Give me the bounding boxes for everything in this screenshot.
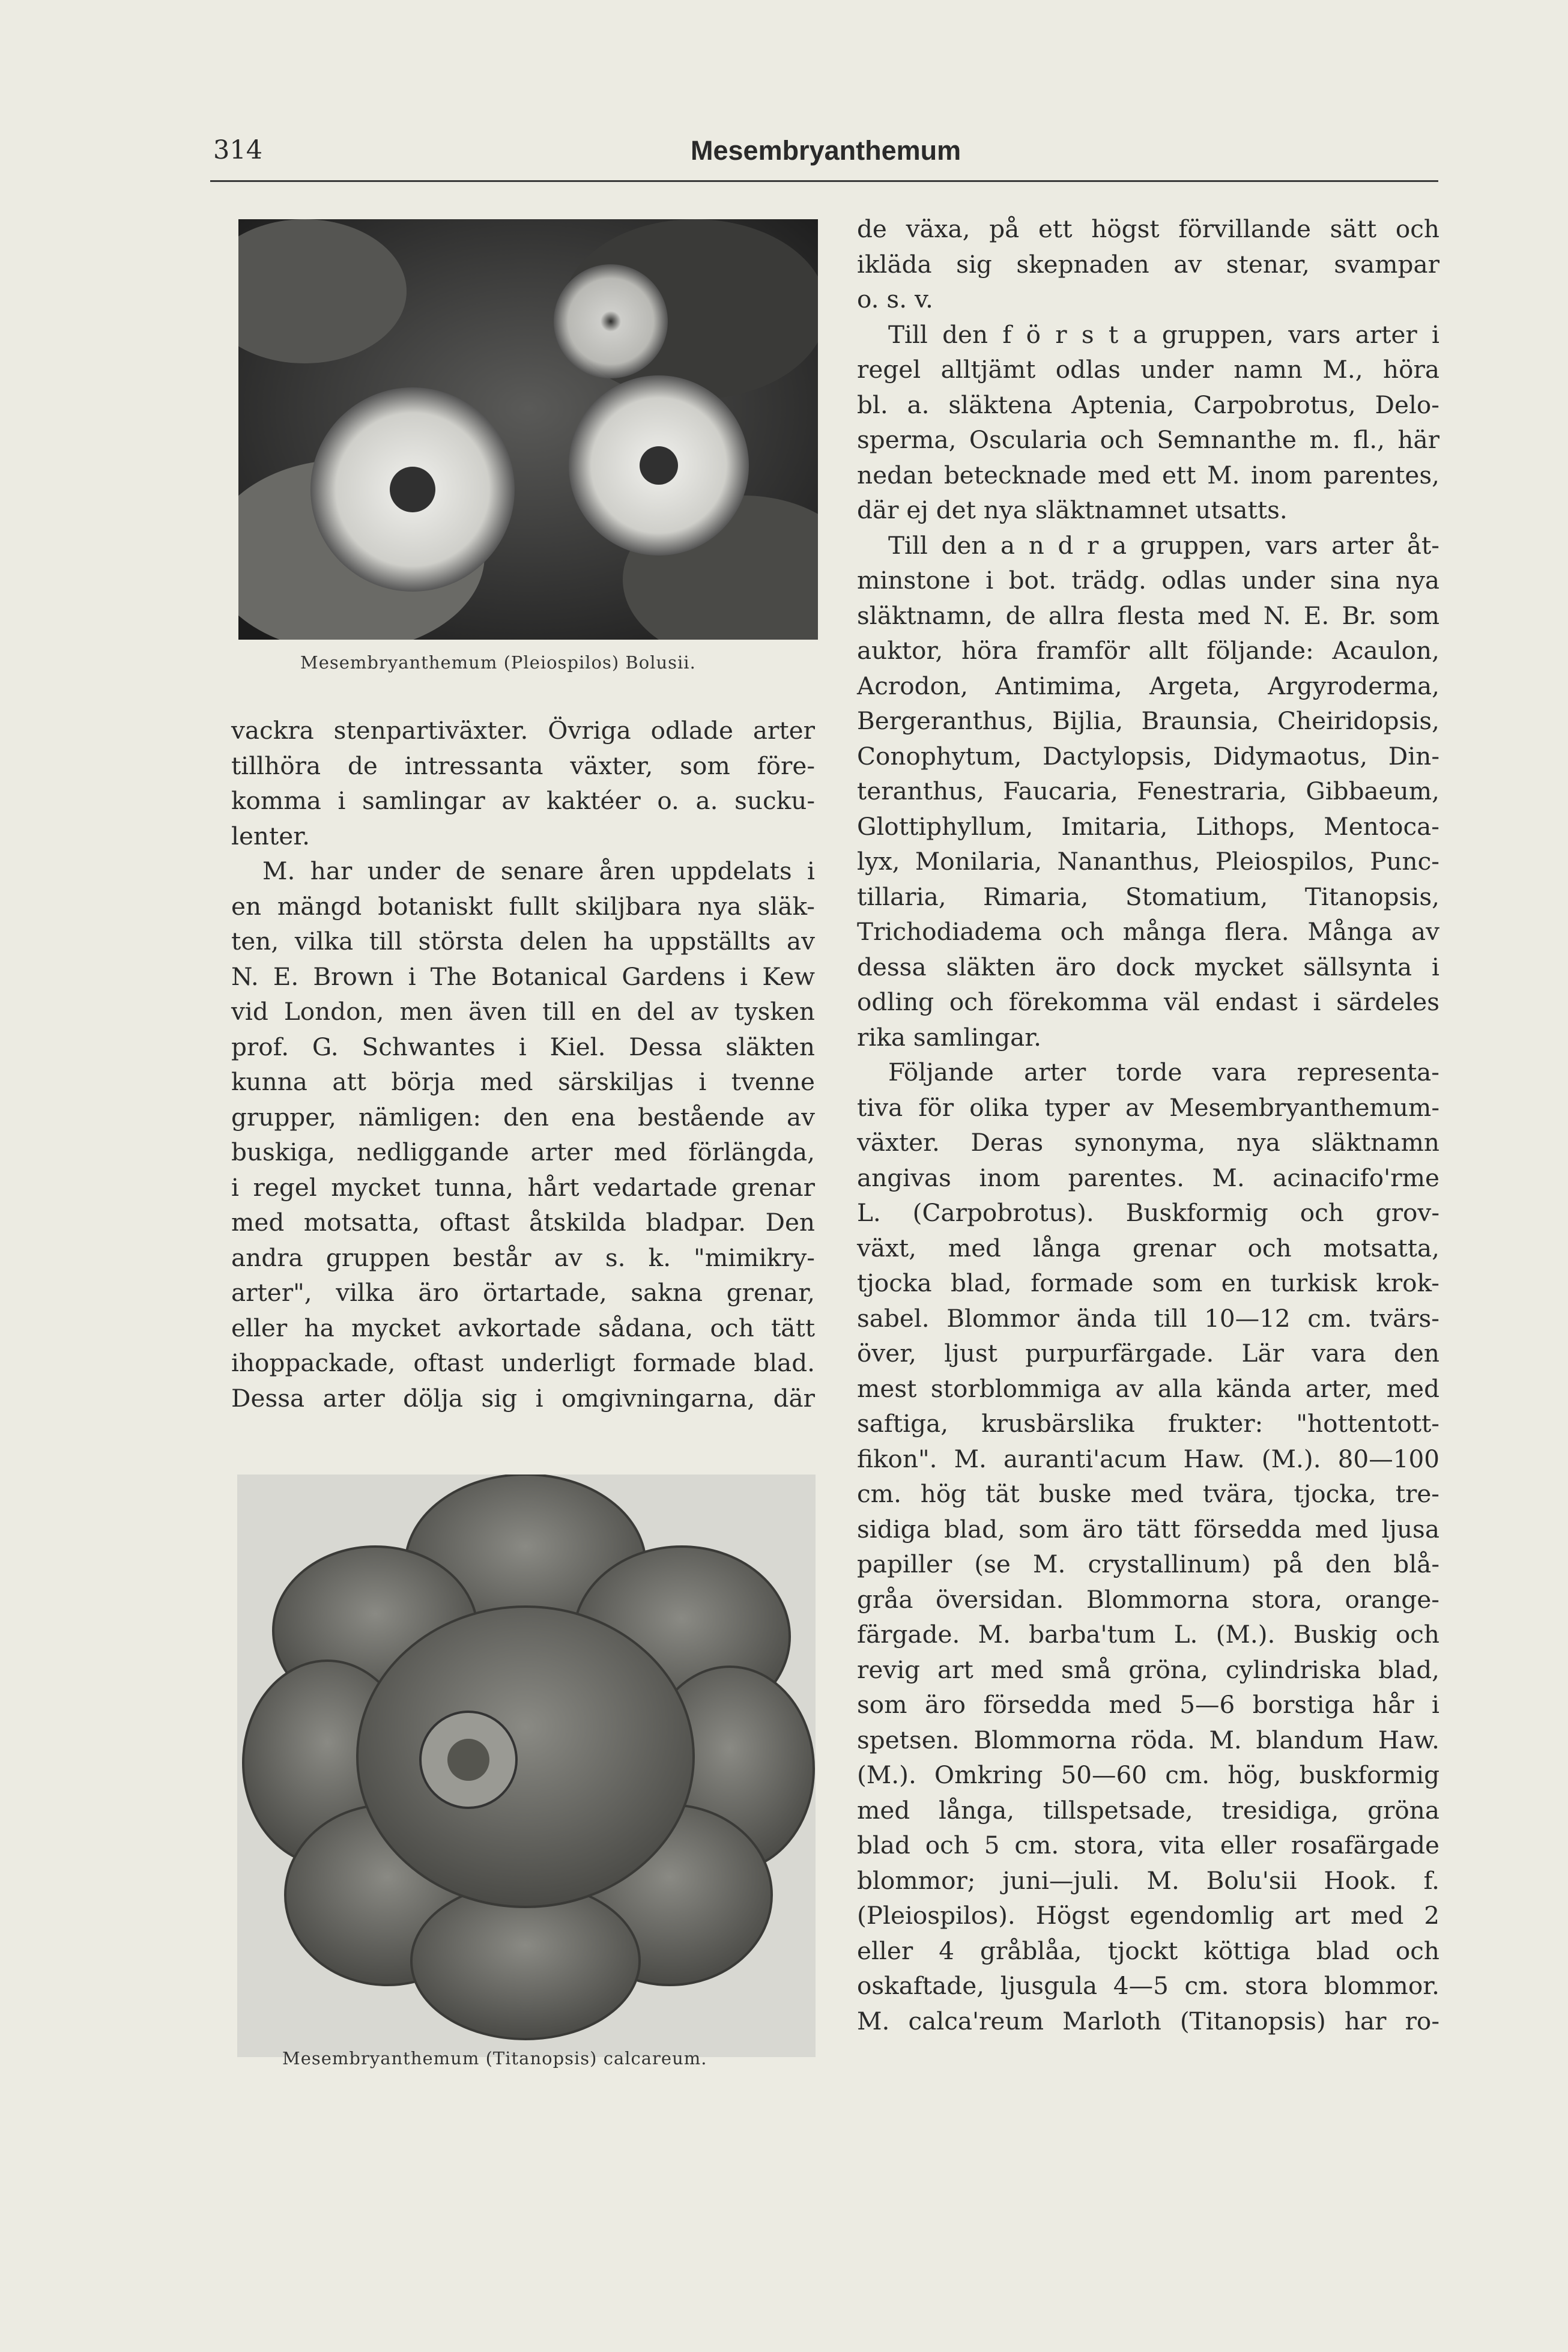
text-line: teranthus, Faucaria, Fenestraria, Gibbaeum, — [857, 777, 1439, 805]
text-line: en mängd botaniskt fullt skiljbara nya släk- — [231, 891, 815, 921]
text-line: eller 4 gråblåa, tjockt köttiga blad och — [857, 1936, 1439, 1965]
text-line: de växa, på ett högst förvillande sätt och — [857, 214, 1439, 243]
text-line: eller ha mycket avkortade sådana, och tätt — [231, 1313, 815, 1342]
text-line: lenter. — [231, 821, 310, 850]
text-line: bl. a. släktena Aptenia, Carpobrotus, Delo- — [857, 390, 1439, 419]
text-line: rika samlingar. — [857, 1022, 1042, 1052]
header-rule — [210, 180, 1438, 182]
text-line: växt, med långa grenar och motsatta, — [857, 1233, 1439, 1262]
text-line: papiller (se M. crystallinum) på den blå- — [857, 1550, 1439, 1578]
text-line: minstone i bot. trädg. odlas under sina nya — [857, 566, 1439, 595]
text-line: vackra stenpartiväxter. Övriga odlade arter — [231, 716, 815, 745]
text-line: revig art med små gröna, cylindriska blad, — [857, 1655, 1439, 1684]
text-line: grupper, nämligen: den ena bestående av — [231, 1102, 815, 1132]
text-line: (M.). Omkring 50—60 cm. hög, buskformig — [857, 1760, 1439, 1789]
text-line: angivas inom parentes. M. acinacifo'rme — [857, 1163, 1439, 1192]
text-line: cm. hög tät buske med tvära, tjocka, tre- — [857, 1479, 1439, 1508]
page-number: 314 — [213, 135, 263, 165]
text-line: mest storblommiga av alla kända arter, med — [857, 1374, 1439, 1403]
text-line: tillaria, Rimaria, Stomatium, Titanopsis, — [857, 882, 1439, 911]
text-line: nedan betecknade med ett M. inom parentes, — [857, 460, 1439, 489]
text-line: o. s. v. — [857, 285, 933, 314]
text-line: L. (Carpobrotus). Buskformig och grov- — [857, 1198, 1439, 1227]
text-line: Acrodon, Antimima, Argeta, Argyroderma, — [857, 671, 1439, 700]
text-line: regel alltjämt odlas under namn M., höra — [857, 355, 1439, 384]
text-line: spetsen. Blommorna röda. M. blandum Haw. — [857, 1725, 1439, 1754]
text-line: Conophytum, Dactylopsis, Didymaotus, Din- — [857, 741, 1439, 771]
text-line: tjocka blad, formade som en turkisk krok- — [857, 1268, 1439, 1297]
text-line: släktnamn, de allra flesta med N. E. Br. som — [857, 601, 1439, 630]
text-line: tiva för olika typer av Mesembryanthemum- — [857, 1093, 1439, 1122]
text-line: andra gruppen består av s. k. "mimikry- — [231, 1243, 815, 1272]
text-line: lyx, Monilaria, Nananthus, Pleiospilos, Punc- — [857, 847, 1439, 876]
text-line: komma i samlingar av kaktéer o. a. sucku- — [231, 786, 815, 815]
text-line: oskaftade, ljusgula 4—5 cm. stora blommor. — [857, 1971, 1439, 2000]
text-line: ihoppackade, oftast underligt formade blad. — [231, 1348, 815, 1377]
text-line: saftiga, krusbärslika frukter: "hottentott- — [857, 1409, 1439, 1438]
text-line: M. calca'reum Marloth (Titanopsis) har ro- — [857, 2006, 1439, 2035]
text-line: blommor; juni—juli. M. Bolu'sii Hook. f. — [857, 1866, 1439, 1895]
text-line: gråa översidan. Blommorna stora, orange- — [857, 1584, 1439, 1614]
body-text-left-column — [231, 713, 815, 1416]
text-line: i regel mycket tunna, hårt vedartade grenar — [231, 1172, 815, 1202]
figure-pleiospilos-photo — [238, 219, 818, 640]
text-line: Till den a n d r a gruppen, vars arter åt- — [888, 530, 1439, 560]
text-line: odling och förekomma väl endast i särdeles — [857, 987, 1439, 1016]
text-line: färgade. M. barba'tum L. (M.). Buskig och — [857, 1620, 1439, 1649]
text-line: prof. G. Schwantes i Kiel. Dessa släkten — [231, 1032, 815, 1061]
text-line: som äro försedda med 5—6 borstiga hår i — [857, 1690, 1439, 1719]
figure-titanopsis-photo — [237, 1475, 816, 2057]
text-line: ten, vilka till största delen ha uppställts av — [231, 927, 815, 956]
text-line: blad och 5 cm. stora, vita eller rosafärgade — [857, 1831, 1439, 1859]
text-line: sabel. Blommor ända till 10—12 cm. tvärs- — [857, 1303, 1439, 1333]
text-line: N. E. Brown i The Botanical Gardens i Kew — [231, 962, 815, 991]
text-line: med långa, tillspetsade, tresidiga, gröna — [857, 1795, 1439, 1825]
text-line: Dessa arter dölja sig i omgivningarna, där — [231, 1383, 815, 1413]
text-line: växter. Deras synonyma, nya släktnamn — [857, 1128, 1439, 1157]
figure2-caption: Mesembryanthemum (Titanopsis) calcareum. — [282, 2048, 707, 2069]
text-line: vid London, men även till en del av tysken — [231, 997, 815, 1026]
text-line: fikon". M. auranti'acum Haw. (M.). 80—100 — [857, 1444, 1439, 1473]
text-line: arter", vilka äro örtartade, sakna grenar, — [231, 1278, 815, 1307]
figure1-caption: Mesembryanthemum (Pleiospilos) Bolusii. — [300, 652, 696, 673]
text-line: Följande arter torde vara representa- — [888, 1058, 1439, 1087]
text-line: där ej det nya släktnamnet utsatts. — [857, 496, 1288, 524]
text-line: Till den f ö r s t a gruppen, vars arter i — [888, 320, 1439, 349]
text-line: Glottiphyllum, Imitaria, Lithops, Mentoca- — [857, 811, 1439, 841]
text-line: med motsatta, oftast åtskilda bladpar. Den — [231, 1208, 815, 1237]
text-line: (Pleiospilos). Högst egendomlig art med 2 — [857, 1901, 1439, 1930]
body-text-right-column — [857, 211, 1439, 2038]
text-line: ikläda sig skepnaden av stenar, svampar — [857, 249, 1439, 279]
running-head: Mesembryanthemum — [691, 135, 961, 166]
text-line: kunna att börja med särskiljas i tvenne — [231, 1067, 815, 1096]
text-line: sperma, Oscularia och Semnanthe m. fl., här — [857, 425, 1439, 454]
text-line: Bergeranthus, Bijlia, Braunsia, Cheiridopsis, — [857, 706, 1439, 735]
text-line: sidiga blad, som äro tätt försedda med ljusa — [857, 1514, 1439, 1544]
text-line: dessa släkten äro dock mycket sällsynta i — [857, 952, 1439, 981]
text-line: över, ljust purpurfärgade. Lär vara den — [857, 1339, 1439, 1368]
text-line: auktor, höra framför allt följande: Acaulon, — [857, 636, 1439, 665]
text-line: Trichodiadema och många flera. Många av — [857, 917, 1439, 946]
text-line: tillhöra de intressanta växter, som före- — [231, 751, 815, 780]
text-line: buskiga, nedliggande arter med förlängda, — [231, 1138, 815, 1166]
text-line: M. har under de senare åren uppdelats i — [262, 856, 815, 885]
